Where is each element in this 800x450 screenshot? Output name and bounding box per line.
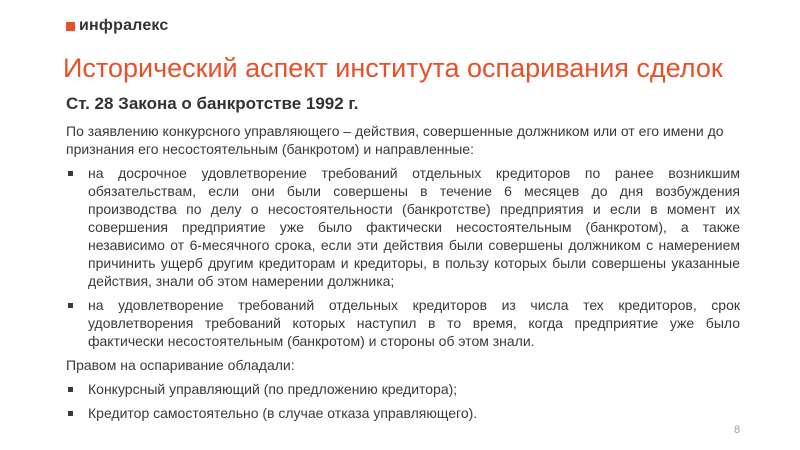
brand-logo xyxy=(66,17,169,35)
list-item: Кредитор самостоятельно (в случае отказа управляющего). xyxy=(66,404,740,422)
rights-list xyxy=(66,380,740,422)
logo-square-icon xyxy=(66,22,75,31)
intro-paragraph: По заявлению конкурсного управляющего – действия, совершенные должником или от его имени до признания его несостоятельным (банкротом) и направленные: xyxy=(66,123,724,157)
slide-subtitle: Ст. 28 Закона о банкротстве 1992 г. xyxy=(66,94,359,113)
slide-content xyxy=(66,122,740,428)
actions-list xyxy=(66,164,740,350)
list-item: на досрочное удовлетворение требований отдельных кредиторов по ранее возникшим обязательствам, если они были совершены в течение 6 месяцев до дня возбуждения производства по делу о несостоятельности (банкротстве) предприятия и если в момент их совершения предприятие уже было фактически несостоятельным (банкротом), а также независимо от 6-месячного срока, если эти действия были совершены должником с намерением причинить ущерб другим кредиторам и кредиторы, в пользу которых были совершены указанные действия, знали об этом намерении должника; xyxy=(66,164,740,290)
rights-heading: Правом на оспаривание обладали: xyxy=(66,357,295,373)
list-item: на удовлетворение требований отдельных кредиторов из числа тех кредиторов, срок удовлетворения требований которых наступил в то время, когда предприятие уже было фактически несостоятельным (банкротом) и стороны об этом знали. xyxy=(66,296,740,350)
page-number: 8 xyxy=(734,424,741,436)
slide-title: Исторический аспект института оспаривания сделок xyxy=(63,53,723,83)
list-item: Конкурсный управляющий (по предложению кредитора); xyxy=(66,380,740,398)
brand-name: инфралекс xyxy=(79,17,169,34)
